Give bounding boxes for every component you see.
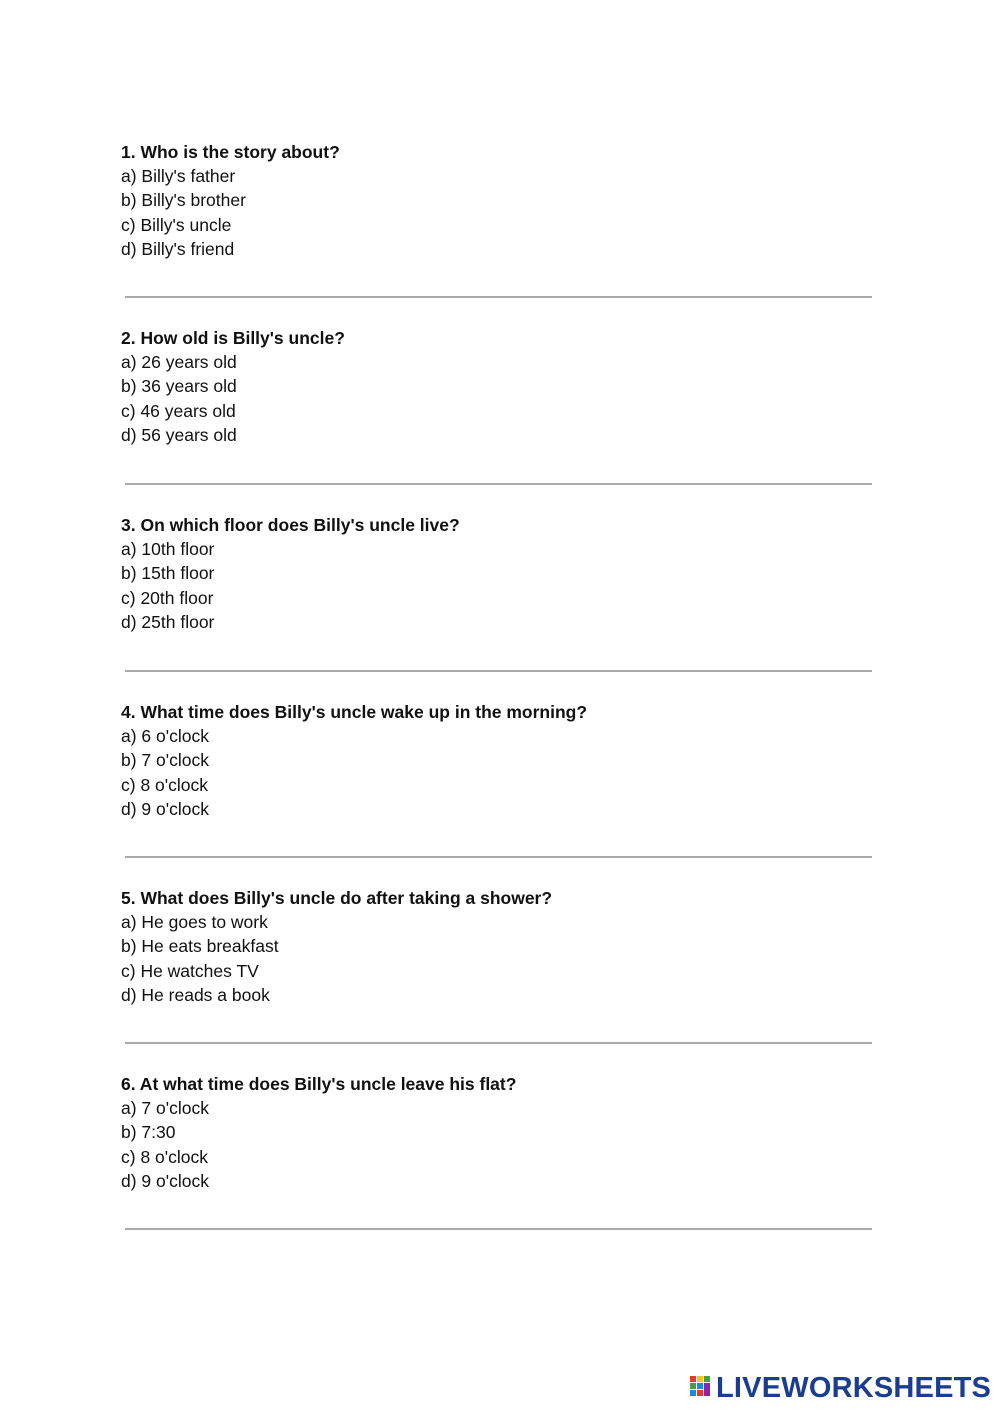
question-6 bbox=[121, 1072, 881, 1194]
question-3 bbox=[121, 513, 881, 635]
option-b: b) 15th floor bbox=[121, 563, 215, 584]
option-list bbox=[121, 350, 881, 448]
divider bbox=[125, 296, 872, 298]
question-2 bbox=[121, 326, 881, 448]
option-c: c) He watches TV bbox=[121, 960, 259, 981]
option-a: a) 10th floor bbox=[121, 539, 215, 559]
divider bbox=[125, 1228, 872, 1230]
brand-text: LIVEWORKSHEETS bbox=[716, 1372, 992, 1404]
option-d: d) He reads a book bbox=[121, 985, 270, 1006]
option-list bbox=[121, 724, 881, 822]
option-d: d) 56 years old bbox=[121, 425, 237, 446]
option-a: a) Billy's father bbox=[121, 166, 236, 186]
option-list bbox=[121, 910, 881, 1008]
liveworksheets-logo-icon bbox=[690, 1375, 712, 1401]
option-a: a) 7 o'clock bbox=[121, 1098, 209, 1118]
question-title: 3. On which floor does Billy's uncle live? bbox=[121, 515, 460, 535]
question-title: 1. Who is the story about? bbox=[121, 142, 340, 162]
option-list bbox=[121, 537, 881, 635]
option-b: b) 36 years old bbox=[121, 376, 237, 397]
question-1 bbox=[121, 140, 881, 262]
option-b: b) 7:30 bbox=[121, 1122, 176, 1143]
option-d: d) 9 o'clock bbox=[121, 1171, 209, 1192]
option-a: a) 26 years old bbox=[121, 352, 237, 372]
option-list bbox=[121, 164, 881, 262]
option-list bbox=[121, 1096, 881, 1194]
question-4 bbox=[121, 700, 881, 822]
question-title: 6. At what time does Billy's uncle leave his flat? bbox=[121, 1074, 517, 1094]
liveworksheets-brand bbox=[690, 1372, 991, 1404]
divider bbox=[125, 670, 872, 672]
option-b: b) Billy's brother bbox=[121, 190, 246, 211]
option-c: c) 20th floor bbox=[121, 587, 214, 608]
option-b: b) 7 o'clock bbox=[121, 750, 209, 771]
option-b: b) He eats breakfast bbox=[121, 936, 279, 957]
option-c: c) 46 years old bbox=[121, 400, 236, 421]
option-c: c) 8 o'clock bbox=[121, 774, 208, 795]
question-title: 5. What does Billy's uncle do after taking a shower? bbox=[121, 888, 553, 908]
option-d: d) 25th floor bbox=[121, 612, 215, 633]
question-title: 4. What time does Billy's uncle wake up in the morning? bbox=[121, 702, 588, 722]
option-a: a) He goes to work bbox=[121, 912, 268, 932]
option-d: d) Billy's friend bbox=[121, 239, 235, 260]
divider bbox=[125, 483, 872, 485]
divider bbox=[125, 856, 872, 858]
question-title: 2. How old is Billy's uncle? bbox=[121, 328, 345, 348]
option-c: c) Billy's uncle bbox=[121, 214, 232, 235]
option-a: a) 6 o'clock bbox=[121, 726, 209, 746]
question-5 bbox=[121, 886, 881, 1008]
option-d: d) 9 o'clock bbox=[121, 799, 209, 820]
divider bbox=[125, 1042, 872, 1044]
option-c: c) 8 o'clock bbox=[121, 1146, 208, 1167]
